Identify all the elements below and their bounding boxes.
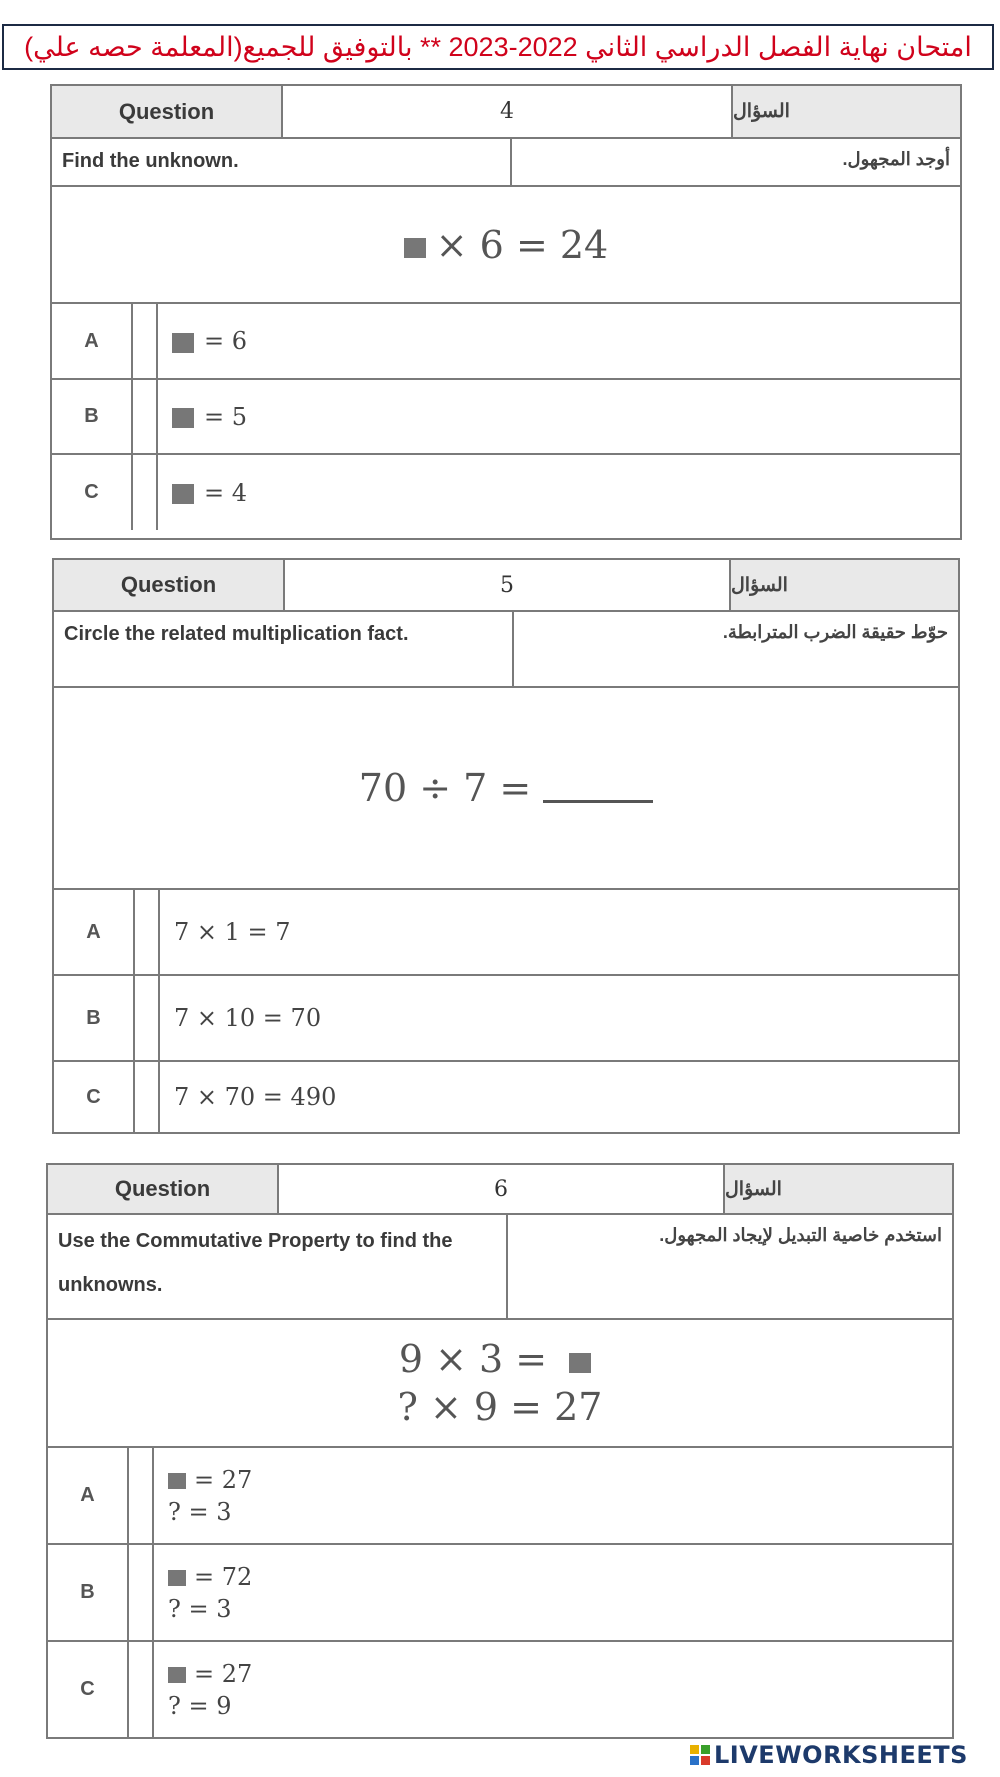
answer-checkbox[interactable] [129,1545,154,1640]
option-a[interactable] [48,1448,952,1545]
answer-checkbox[interactable] [135,890,160,974]
answer-checkbox[interactable] [129,1642,154,1737]
option-question-value: ? = 9 [168,1691,232,1720]
answer-checkbox[interactable] [133,455,158,530]
exam-title-banner [2,24,994,70]
option-value: = 6 [204,327,248,355]
liveworksheets-logo-icon [690,1745,710,1765]
instruction-english: Circle the related multiplication fact. [54,612,514,686]
option-c[interactable] [48,1642,952,1737]
option-question-value: ? = 3 [168,1594,232,1623]
answer-blank [543,780,653,803]
unknown-square-icon [172,333,194,353]
question-instruction-row [54,612,958,688]
question-4-box [50,84,962,540]
option-value: = 5 [204,402,248,431]
option-a[interactable] [52,304,960,380]
question-header [54,560,958,612]
answer-checkbox[interactable] [133,380,158,453]
question-6-box [46,1163,954,1739]
question-header [52,86,960,139]
question-number: 4 [500,99,514,124]
option-value: 7 × 1 = 7 [174,918,291,946]
option-value: 7 × 70 = 490 [174,1083,337,1111]
problem-line-1: 9 × 3 = [398,1337,548,1381]
unknown-square-icon [172,408,194,428]
question-label: Question [48,1165,279,1213]
problem-statement [52,187,960,304]
instruction-arabic: أوجد المجهول. [842,149,950,169]
question-number: 5 [500,572,514,598]
answer-checkbox[interactable] [135,1062,160,1132]
option-square-value: = 27 [194,1465,253,1494]
question-header [48,1165,952,1215]
question-number: 6 [494,1176,508,1202]
question-label-arabic: السؤال [723,1165,952,1213]
unknown-square-icon [172,484,194,504]
option-letter: C [52,455,133,530]
problem-expression: 70 ÷ 7 = [358,766,532,810]
problem-statement [48,1320,952,1448]
option-b[interactable] [54,976,958,1062]
instruction-arabic: حوّط حقيقة الضرب المترابطة. [722,622,948,642]
options-list [48,1448,952,1737]
option-letter: B [48,1545,129,1640]
option-letter: B [52,380,133,453]
option-b[interactable] [48,1545,952,1642]
option-letter: A [54,890,135,974]
unknown-square-icon [168,1667,186,1683]
question-5-box [52,558,960,1134]
answer-checkbox[interactable] [129,1448,154,1543]
answer-checkbox[interactable] [133,304,158,378]
option-square-value: = 72 [194,1562,253,1591]
option-a[interactable] [54,890,958,976]
problem-statement [54,688,958,890]
option-letter: C [54,1062,135,1132]
question-label-arabic: السؤال [731,86,960,137]
option-square-value: = 27 [194,1659,253,1688]
exam-title: امتحان نهاية الفصل الدراسي الثاني 2022-2023 ** بالتوفيق للجميع(المعلمة حصه علي) [24,31,972,62]
instruction-english: Find the unknown. [52,139,512,185]
unknown-square-icon [168,1570,186,1586]
question-label: Question [54,560,285,610]
option-b[interactable] [52,380,960,455]
option-letter: A [52,304,133,378]
option-value: 7 × 10 = 70 [174,1004,322,1032]
unknown-square-icon [168,1473,186,1489]
option-c[interactable] [54,1062,958,1132]
option-letter: A [48,1448,129,1543]
question-instruction-row [52,139,960,187]
option-question-value: ? = 3 [168,1497,232,1526]
options-list [52,304,960,530]
question-instruction-row [48,1215,952,1320]
unknown-square-icon [569,1353,591,1373]
answer-checkbox[interactable] [135,976,160,1060]
question-label-arabic: السؤال [729,560,958,610]
instruction-english: Use the Commutative Property to find the unknowns. [48,1215,508,1318]
option-c[interactable] [52,455,960,530]
options-list [54,890,958,1132]
problem-expression: × 6 = 24 [435,222,609,267]
option-value: = 4 [204,478,248,507]
instruction-arabic: استخدم خاصية التبديل لإيجاد المجهول. [659,1225,942,1245]
option-letter: B [54,976,135,1060]
option-letter: C [48,1642,129,1737]
logo-text: LIVEWORKSHEETS [714,1741,968,1769]
problem-line-2: ? × 9 = 27 [397,1385,603,1429]
liveworksheets-logo [690,1740,968,1770]
unknown-square-icon [404,238,426,258]
question-label: Question [52,86,283,137]
